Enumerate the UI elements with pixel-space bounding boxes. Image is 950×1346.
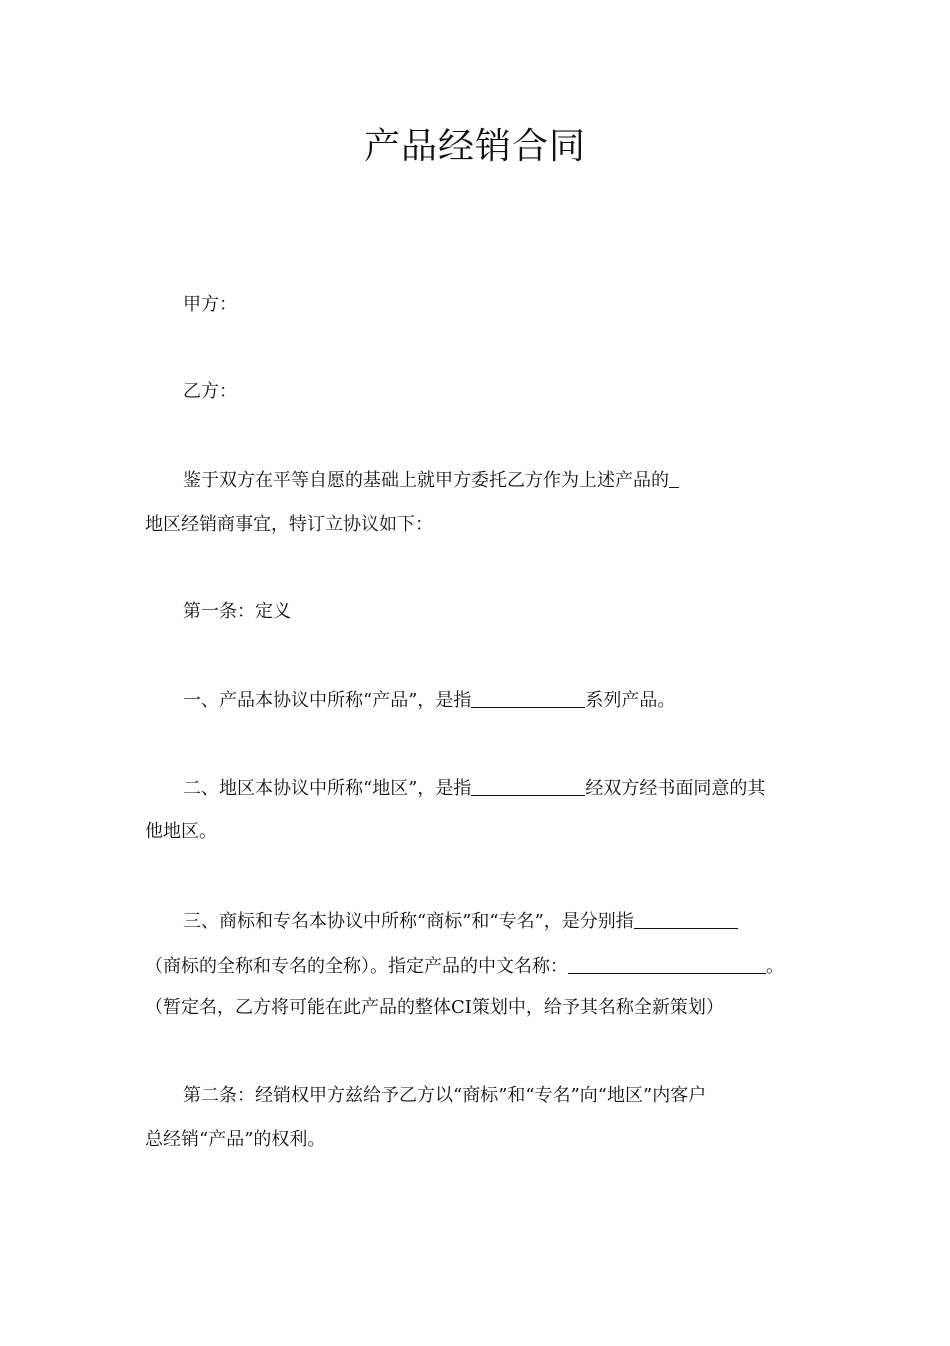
item2-region-blank (471, 775, 585, 796)
article2-line-1: 第二条：经销权甲方兹给予乙方以“商标”和“专名”向“地区”内客户 (183, 1085, 707, 1106)
article1-item2-continuation: 他地区。 (145, 821, 217, 842)
article2-line-2: 总经销“产品”的权利。 (145, 1129, 326, 1150)
item2-text-before: 二、地区本协议中所称“地区”，是指 (183, 778, 472, 799)
preamble-line-2: 地区经销商事宜，特订立协议如下： (145, 514, 433, 535)
preamble-line-1 (183, 467, 679, 493)
item1-text-after: 系列产品。 (585, 690, 676, 711)
preamble-text-1: 鉴于双方在平等自愿的基础上就甲方委托乙方作为上述产品的 (183, 470, 669, 491)
article1-item2 (183, 775, 765, 801)
article1-item3-line2 (145, 953, 784, 979)
item3-chinese-name-blank (568, 953, 766, 974)
item2-text-after: 经双方经书面同意的其 (585, 778, 766, 799)
item3-trademark-blank (634, 908, 738, 929)
article1-item3 (183, 908, 738, 934)
preamble-region-blank (669, 467, 679, 488)
article1-item1 (183, 687, 675, 713)
item1-product-blank (471, 687, 585, 708)
item1-text-before: 一、产品本协议中所称“产品”，是指 (183, 690, 472, 711)
party-a-label: 甲方： (183, 294, 237, 315)
item3-text-before: 三、商标和专名本协议中所称“商标”和“专名”，是分别指 (183, 911, 634, 932)
item3-line2-end: 。 (766, 956, 784, 977)
article1-heading: 第一条：定义 (183, 601, 291, 622)
party-b-label: 乙方： (183, 381, 237, 402)
item3-line2-text: （商标的全称和专名的全称）。指定产品的中文名称： (145, 956, 568, 977)
article1-item3-line3: （暂定名，乙方将可能在此产品的整体CI策划中，给予其名称全新策划） (145, 997, 724, 1018)
document-title: 产品经销合同 (363, 126, 586, 167)
